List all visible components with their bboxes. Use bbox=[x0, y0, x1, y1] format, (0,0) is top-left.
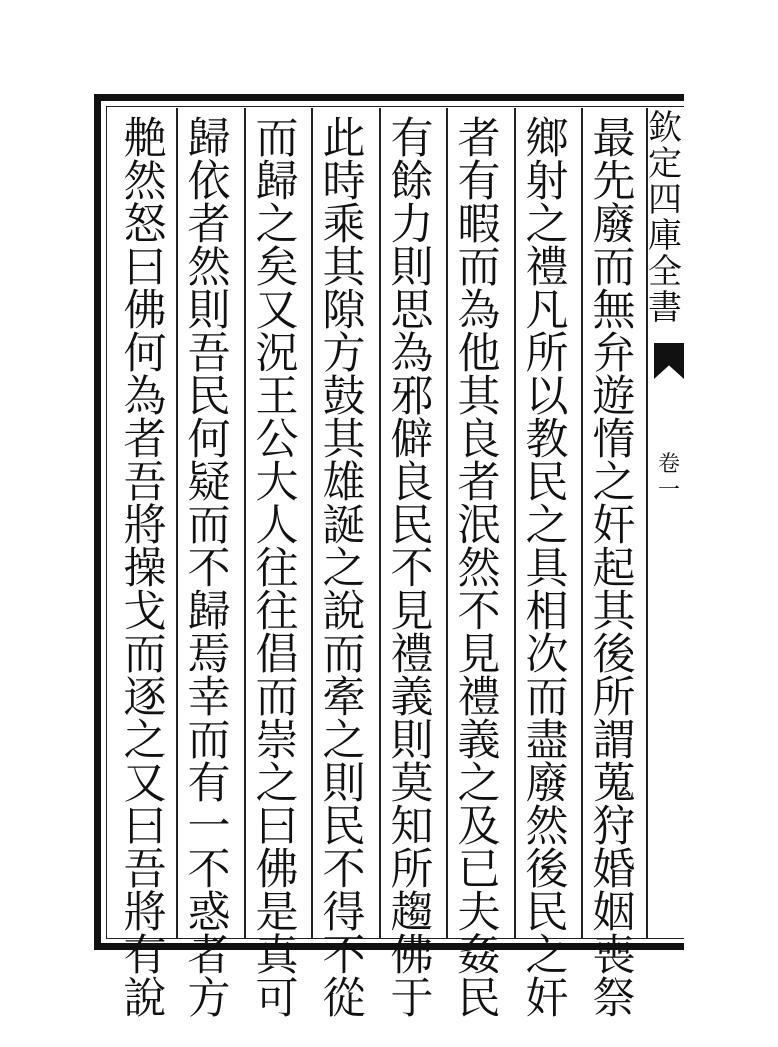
text-column bbox=[315, 114, 373, 1024]
character: 他 bbox=[457, 329, 501, 379]
character: 然 bbox=[525, 802, 569, 852]
character: 之 bbox=[255, 759, 299, 809]
character: 操 bbox=[123, 544, 167, 594]
character: 為 bbox=[123, 372, 167, 422]
character: 而 bbox=[255, 673, 299, 723]
character: 遊 bbox=[592, 372, 636, 422]
character: 可 bbox=[255, 974, 299, 1024]
character: 良 bbox=[390, 458, 434, 508]
character: 而 bbox=[123, 630, 167, 680]
character: 有 bbox=[390, 114, 434, 164]
character: 不 bbox=[187, 544, 231, 594]
character: 大 bbox=[255, 458, 299, 508]
character: 其 bbox=[592, 587, 636, 637]
character: 其 bbox=[322, 415, 366, 465]
character: 姦 bbox=[457, 931, 501, 981]
character: 者 bbox=[187, 931, 231, 981]
character: 是 bbox=[255, 888, 299, 938]
column-rule bbox=[311, 108, 313, 938]
character: 不 bbox=[390, 544, 434, 594]
character: 有 bbox=[187, 759, 231, 809]
character: 無 bbox=[592, 286, 636, 336]
character: 不 bbox=[187, 845, 231, 895]
character: 所 bbox=[592, 673, 636, 723]
character: 凡 bbox=[525, 286, 569, 336]
character: 怒 bbox=[123, 200, 167, 250]
character: 不 bbox=[322, 845, 366, 895]
character: 民 bbox=[525, 888, 569, 938]
character: 之 bbox=[525, 931, 569, 981]
character: 思 bbox=[390, 286, 434, 336]
character: 具 bbox=[525, 544, 569, 594]
character: 方 bbox=[187, 974, 231, 1024]
character: 歸 bbox=[187, 587, 231, 637]
character: 書 bbox=[648, 288, 682, 328]
character: 往 bbox=[255, 544, 299, 594]
character: 說 bbox=[123, 974, 167, 1024]
character: 誕 bbox=[322, 501, 366, 551]
character: 民 bbox=[322, 802, 366, 852]
text-column bbox=[518, 114, 576, 1024]
character: 艴 bbox=[123, 114, 167, 164]
character: 者 bbox=[123, 415, 167, 465]
character: 吾 bbox=[187, 329, 231, 379]
character: 幸 bbox=[187, 673, 231, 723]
character: 民 bbox=[457, 974, 501, 1024]
character: 義 bbox=[390, 673, 434, 723]
character: 則 bbox=[322, 759, 366, 809]
character: 狩 bbox=[592, 802, 636, 852]
character: 曰 bbox=[255, 802, 299, 852]
character: 之 bbox=[525, 200, 569, 250]
character: 公 bbox=[255, 415, 299, 465]
character: 全 bbox=[648, 252, 682, 292]
character: 吾 bbox=[123, 845, 167, 895]
character: 後 bbox=[592, 630, 636, 680]
character: 餘 bbox=[390, 157, 434, 207]
character: 射 bbox=[525, 157, 569, 207]
character: 鼓 bbox=[322, 372, 366, 422]
character: 時 bbox=[322, 157, 366, 207]
character: 佛 bbox=[390, 931, 434, 981]
character: 見 bbox=[390, 587, 434, 637]
character: 矣 bbox=[255, 243, 299, 293]
character: 蒐 bbox=[592, 759, 636, 809]
character: 知 bbox=[390, 802, 434, 852]
character: 之 bbox=[322, 716, 366, 766]
character: 于 bbox=[390, 974, 434, 1024]
character: 有 bbox=[123, 931, 167, 981]
character: 最 bbox=[592, 114, 636, 164]
character: 然 bbox=[123, 157, 167, 207]
character: 惰 bbox=[592, 415, 636, 465]
character: 況 bbox=[255, 329, 299, 379]
character: 然 bbox=[457, 544, 501, 594]
column-rule bbox=[244, 108, 246, 938]
character: 次 bbox=[525, 630, 569, 680]
character: 戈 bbox=[123, 587, 167, 637]
character: 曰 bbox=[123, 802, 167, 852]
character: 之 bbox=[255, 200, 299, 250]
character: 之 bbox=[322, 544, 366, 594]
character: 已 bbox=[457, 845, 501, 895]
character: 力 bbox=[390, 200, 434, 250]
character: 庫 bbox=[648, 216, 682, 256]
character: 真 bbox=[255, 931, 299, 981]
character: 惑 bbox=[187, 888, 231, 938]
character: 泯 bbox=[457, 501, 501, 551]
character: 歸 bbox=[187, 114, 231, 164]
character: 吾 bbox=[123, 458, 167, 508]
character: 者 bbox=[457, 458, 501, 508]
character: 崇 bbox=[255, 716, 299, 766]
text-column bbox=[450, 114, 508, 1024]
character: 廢 bbox=[592, 200, 636, 250]
character: 及 bbox=[457, 802, 501, 852]
character: 人 bbox=[255, 501, 299, 551]
character: 相 bbox=[525, 587, 569, 637]
character: 而 bbox=[457, 243, 501, 293]
character: 民 bbox=[187, 372, 231, 422]
character: 廢 bbox=[525, 759, 569, 809]
character: 此 bbox=[322, 114, 366, 164]
character: 見 bbox=[457, 630, 501, 680]
character: 佛 bbox=[255, 845, 299, 895]
character: 莫 bbox=[390, 759, 434, 809]
character: 歸 bbox=[255, 157, 299, 207]
character: 暇 bbox=[457, 200, 501, 250]
character: 之 bbox=[457, 759, 501, 809]
character: 以 bbox=[525, 372, 569, 422]
character: 之 bbox=[525, 501, 569, 551]
character: 所 bbox=[390, 845, 434, 895]
character: 何 bbox=[123, 329, 167, 379]
column-rule bbox=[581, 108, 583, 938]
character: 其 bbox=[457, 372, 501, 422]
character: 往 bbox=[255, 587, 299, 637]
character: 而 bbox=[592, 243, 636, 293]
character: 王 bbox=[255, 372, 299, 422]
character: 奸 bbox=[525, 974, 569, 1024]
character: 喪 bbox=[592, 931, 636, 981]
character: 欽 bbox=[648, 108, 682, 148]
character: 疑 bbox=[187, 458, 231, 508]
character: 民 bbox=[525, 458, 569, 508]
character: 一 bbox=[187, 802, 231, 852]
column-rule bbox=[514, 108, 516, 938]
character: 夫 bbox=[457, 888, 501, 938]
character: 然 bbox=[187, 243, 231, 293]
margin-title bbox=[646, 108, 684, 328]
character: 盡 bbox=[525, 716, 569, 766]
character: 後 bbox=[525, 845, 569, 895]
character: 不 bbox=[457, 587, 501, 637]
text-column bbox=[116, 114, 174, 1024]
character: 倡 bbox=[255, 630, 299, 680]
character: 禮 bbox=[457, 673, 501, 723]
character: 其 bbox=[322, 243, 366, 293]
character: 而 bbox=[525, 673, 569, 723]
character: 邪 bbox=[390, 372, 434, 422]
juan-label bbox=[654, 452, 684, 522]
character: 禮 bbox=[390, 630, 434, 680]
character: 依 bbox=[187, 157, 231, 207]
character: 雄 bbox=[322, 458, 366, 508]
character: 則 bbox=[390, 243, 434, 293]
character: 祭 bbox=[592, 974, 636, 1024]
character: 又 bbox=[255, 286, 299, 336]
text-column bbox=[180, 114, 238, 1024]
character: 方 bbox=[322, 329, 366, 379]
character: 奸 bbox=[592, 501, 636, 551]
character: 者 bbox=[457, 114, 501, 164]
character: 說 bbox=[322, 587, 366, 637]
character: 教 bbox=[525, 415, 569, 465]
character: 禮 bbox=[525, 243, 569, 293]
character: 義 bbox=[457, 716, 501, 766]
character: 何 bbox=[187, 415, 231, 465]
character: 一 bbox=[657, 478, 680, 503]
character: 之 bbox=[592, 458, 636, 508]
column-rule bbox=[446, 108, 448, 938]
character: 而 bbox=[187, 501, 231, 551]
character: 隙 bbox=[322, 286, 366, 336]
character: 卷 bbox=[657, 452, 680, 477]
character: 而 bbox=[322, 630, 366, 680]
character: 定 bbox=[648, 144, 682, 184]
column-rule bbox=[176, 108, 178, 938]
text-column bbox=[383, 114, 441, 1024]
character: 僻 bbox=[390, 415, 434, 465]
character: 弁 bbox=[592, 329, 636, 379]
text-column bbox=[585, 114, 643, 1024]
character: 鄉 bbox=[525, 114, 569, 164]
character: 逐 bbox=[123, 673, 167, 723]
character: 謂 bbox=[592, 716, 636, 766]
character: 牽 bbox=[322, 673, 366, 723]
character: 有 bbox=[457, 157, 501, 207]
column-rule bbox=[379, 108, 381, 938]
page-edge bbox=[684, 90, 778, 960]
text-column bbox=[248, 114, 306, 1024]
character: 又 bbox=[123, 759, 167, 809]
character: 為 bbox=[457, 286, 501, 336]
character: 乘 bbox=[322, 200, 366, 250]
character: 起 bbox=[592, 544, 636, 594]
character: 趨 bbox=[390, 888, 434, 938]
character: 佛 bbox=[123, 286, 167, 336]
character: 不 bbox=[322, 931, 366, 981]
character: 民 bbox=[390, 501, 434, 551]
character: 得 bbox=[322, 888, 366, 938]
character: 良 bbox=[457, 415, 501, 465]
character: 而 bbox=[255, 114, 299, 164]
character: 四 bbox=[648, 180, 682, 220]
character: 先 bbox=[592, 157, 636, 207]
character: 則 bbox=[390, 716, 434, 766]
character: 將 bbox=[123, 888, 167, 938]
character: 之 bbox=[123, 716, 167, 766]
character: 者 bbox=[187, 200, 231, 250]
character: 婚 bbox=[592, 845, 636, 895]
character: 從 bbox=[322, 974, 366, 1024]
character: 則 bbox=[187, 286, 231, 336]
character: 將 bbox=[123, 501, 167, 551]
character: 姻 bbox=[592, 888, 636, 938]
character: 曰 bbox=[123, 243, 167, 293]
character: 為 bbox=[390, 329, 434, 379]
character: 所 bbox=[525, 329, 569, 379]
character: 而 bbox=[187, 716, 231, 766]
character: 焉 bbox=[187, 630, 231, 680]
